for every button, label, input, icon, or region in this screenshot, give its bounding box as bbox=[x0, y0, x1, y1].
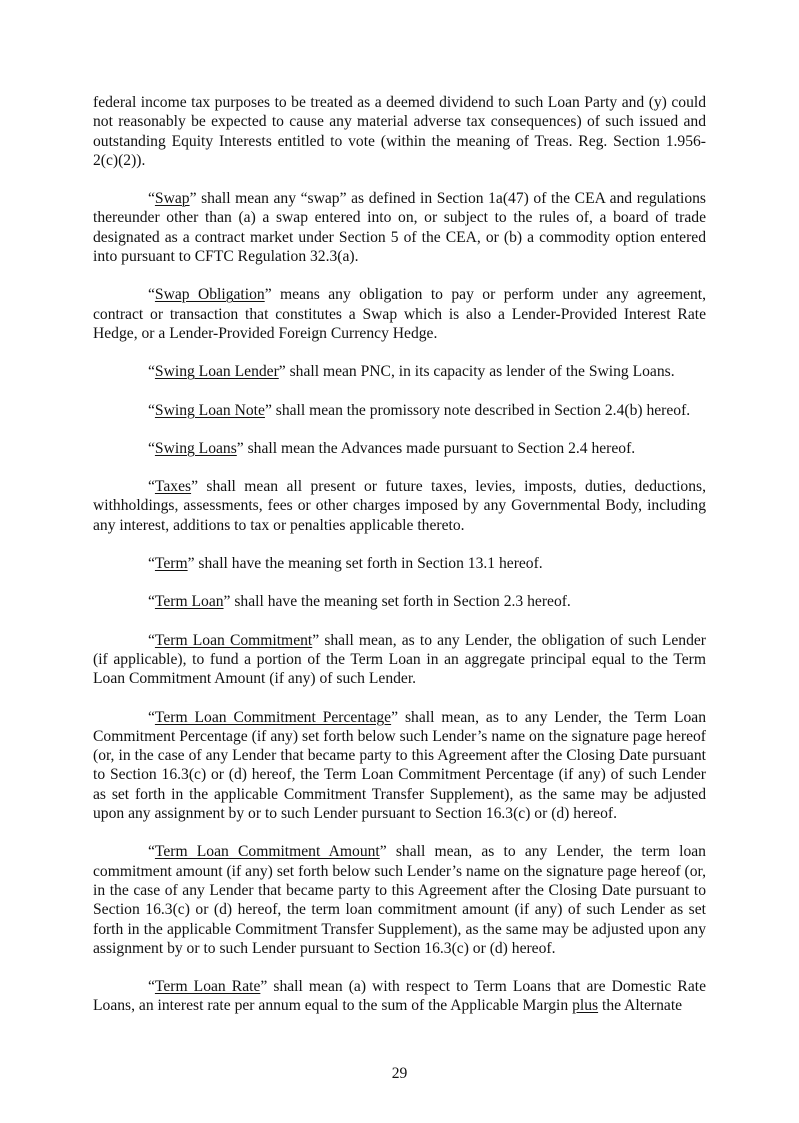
definition-term bbox=[93, 554, 706, 573]
definition-text: shall mean (a) with respect to Term Loans that are Domestic Rate Loans, an interest rate per annum equal to the sum of the Applicable Margin bbox=[93, 978, 706, 1015]
defined-term: Term Loan Commitment bbox=[154, 631, 313, 649]
open-quote: “ bbox=[148, 478, 155, 496]
defined-term: Swap bbox=[154, 190, 190, 208]
definition-text: shall have the meaning set forth in Section 13.1 hereof. bbox=[194, 555, 543, 573]
defined-term: Term Loan Commitment Amount bbox=[154, 843, 380, 861]
definition-text: shall mean the promissory note described in Section 2.4(b) hereof. bbox=[271, 401, 691, 419]
close-quote: ” bbox=[223, 593, 231, 611]
definition-text: shall have the meaning set forth in Section 2.3 hereof. bbox=[230, 593, 571, 611]
definition-term-loan-commitment-amount bbox=[93, 842, 706, 958]
defined-term: Term Loan Rate bbox=[154, 978, 261, 996]
definition-text-continued: the Alternate bbox=[598, 997, 683, 1015]
definition-text: shall mean any “swap” as defined in Section 1a(47) of the CEA and regulations thereunder other than (a) a swap entered into on, or subject to the rules of, a board of trade designated as a contract market under Section 5 of the CEA, or (b) a commodity option entered into pursuant to CFTC Regulation 32.3(a). bbox=[93, 190, 706, 266]
open-quote: “ bbox=[148, 708, 155, 726]
open-quote: “ bbox=[148, 555, 155, 573]
underlined-word-plus: plus bbox=[572, 997, 599, 1015]
defined-term: Term bbox=[154, 555, 188, 573]
open-quote: “ bbox=[148, 978, 155, 996]
definition-text: shall mean, as to any Lender, the obligation of such Lender (if applicable), to fund a portion of the Term Loan in an aggregate principal equal to the Term Loan Commitment Amount (if any) of such Lender. bbox=[93, 631, 706, 688]
open-quote: “ bbox=[148, 439, 155, 457]
definition-swing-loan-lender bbox=[93, 362, 706, 381]
defined-term: Swap Obligation bbox=[154, 286, 265, 304]
definition-text: shall mean, as to any Lender, the term loan commitment amount (if any) set forth below such Lender’s name on the signature page hereof (or, in the case of any Lender that became party to this Agreement after the Closing Date pursuant to Section 16.3(c) or (d) hereof, the term loan commitment amount (if any) of such Lender as set forth in the applicable Commitment Transfer Supplement), as the same may be adjusted upon any assignment by or to such Lender pursuant to Section 16.3(c) or (d) hereof. bbox=[93, 843, 706, 957]
definition-text: shall mean the Advances made pursuant to Section 2.4 hereof. bbox=[243, 439, 636, 457]
definition-term-loan-commitment bbox=[93, 631, 706, 689]
defined-term: Swing Loan Lender bbox=[154, 363, 279, 381]
close-quote: ” bbox=[236, 439, 244, 457]
open-quote: “ bbox=[148, 401, 155, 419]
defined-term: Term Loan bbox=[154, 593, 224, 611]
page-spacer bbox=[93, 1016, 706, 1040]
open-quote: “ bbox=[148, 631, 155, 649]
continuation-paragraph: federal income tax purposes to be treated as a deemed dividend to such Loan Party and (y) could not reasonably be expected to cause any material adverse tax consequences) of such issued and outstanding Equity Interests entitled to vote (within the meaning of Treas. Reg. Section 1.956-2(c)(2)). bbox=[93, 94, 706, 169]
page-number: 29 bbox=[391, 1064, 408, 1082]
definition-taxes bbox=[93, 477, 706, 535]
close-quote: ” bbox=[264, 401, 272, 419]
close-quote: ” bbox=[189, 190, 197, 208]
definition-swing-loan-note bbox=[93, 401, 706, 420]
definition-term-loan-commitment-percentage bbox=[93, 708, 706, 824]
close-quote: ” bbox=[278, 363, 286, 381]
close-quote: ” bbox=[264, 286, 272, 304]
close-quote: ” bbox=[391, 708, 399, 726]
definition-swap-obligation bbox=[93, 285, 706, 343]
definition-text: shall mean, as to any Lender, the Term Loan Commitment Percentage (if any) set forth below such Lender’s name on the signature page hereof (or, in the case of any Lender that became party to this Agreement after the Closing Date pursuant to Section 16.3(c) or (d) hereof, the Term Loan Commitment Percentage (if any) of such Lender as set forth in the applicable Commitment Transfer Supplement), as the same may be adjusted upon any assignment by or to such Lender pursuant to Section 16.3(c) or (d) hereof. bbox=[93, 708, 706, 823]
open-quote: “ bbox=[148, 363, 155, 381]
definition-text: shall mean PNC, in its capacity as lender of the Swing Loans. bbox=[285, 363, 675, 381]
defined-term: Taxes bbox=[154, 478, 192, 496]
defined-term: Term Loan Commitment Percentage bbox=[154, 708, 392, 726]
close-quote: ” bbox=[312, 631, 320, 649]
defined-term: Swing Loans bbox=[154, 439, 237, 457]
open-quote: “ bbox=[148, 593, 155, 611]
definition-text: means any obligation to pay or perform under any agreement, contract or transaction that constitutes a Swap which is also a Lender-Provided Interest Rate Hedge, or a Lender-Provided Foreign Currency Hedge. bbox=[93, 286, 706, 342]
document-page bbox=[93, 93, 706, 1016]
definition-term-loan bbox=[93, 592, 706, 611]
definition-term-loan-rate bbox=[93, 977, 706, 1016]
open-quote: “ bbox=[148, 286, 155, 304]
close-quote: ” bbox=[187, 555, 195, 573]
close-quote: ” bbox=[191, 478, 198, 496]
definition-swap bbox=[93, 189, 706, 266]
definition-swing-loans bbox=[93, 439, 706, 458]
defined-term: Swing Loan Note bbox=[154, 401, 265, 419]
close-quote: ” bbox=[260, 978, 268, 996]
close-quote: ” bbox=[379, 843, 387, 861]
open-quote: “ bbox=[148, 190, 155, 208]
definition-text: shall mean all present or future taxes, levies, imposts, duties, deductions, withholdings, assessments, fees or other charges imposed by any Governmental Body, including any interest, additions to tax or penalties applicable thereto. bbox=[93, 478, 706, 534]
open-quote: “ bbox=[148, 843, 155, 861]
